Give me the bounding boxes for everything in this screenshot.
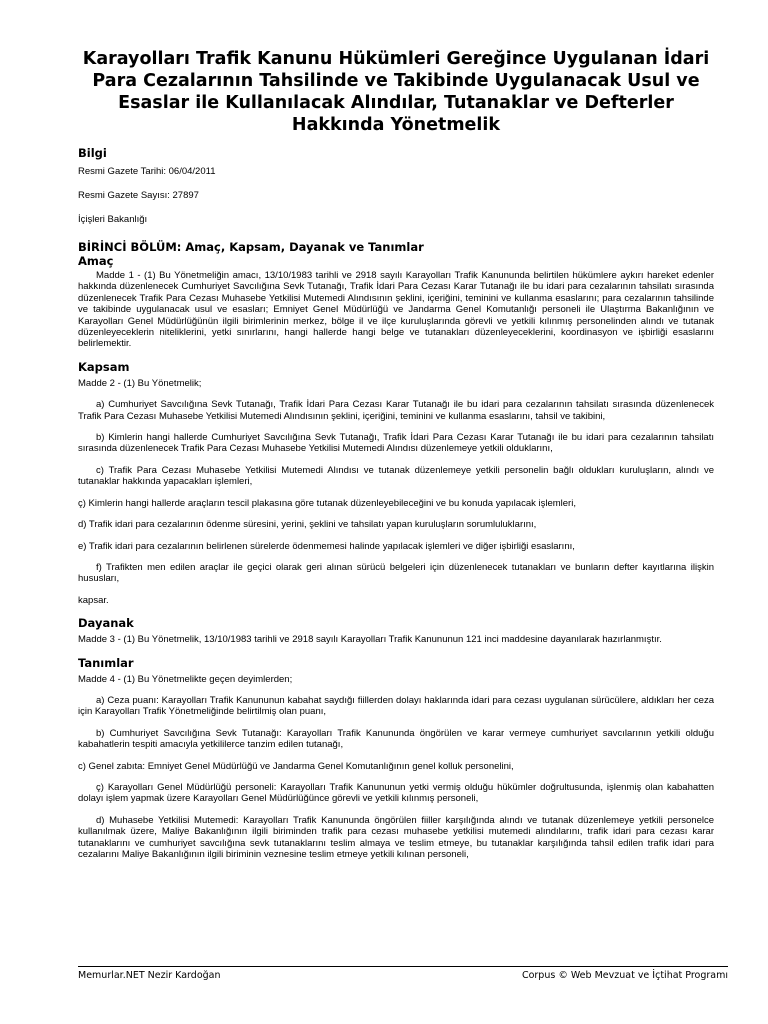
madde-2-item-a: a) Cumhuriyet Savcılığına Sevk Tutanağı, Trafik İdari Para Cezası Karar Tutanağı ile bu idari para cezalarının tahsilatı sırasında düzenlenecek Trafik Para Cezası Muhasebe Yetkilisi Mutemedi Alındısının şeklini, içeriğini, teminini ve kullanma esaslarını, tahsil ve takibini, — [78, 399, 714, 422]
section-heading: BİRİNCİ BÖLÜM: Amaç, Kapsam, Dayanak ve Tanımlar — [78, 240, 424, 254]
madde-2-item-cc: ç) Kimlerin hangi hallerde araçların tescil plakasına göre tutanak düzenleyebileceğini ve bu konuda yapılacak işlemleri, — [78, 497, 576, 509]
footer-right-text: Corpus © Web Mevzuat ve İçtihat Programı — [521, 970, 728, 981]
ministry: İçişleri Bakanlığı — [78, 214, 148, 225]
madde-2-item-b: b) Kimlerin hangi hallerde Cumhuriyet Savcılığına Sevk Tutanağı, Trafik İdari Para Cezası Karar Tutanağı ile bu idari para cezalarının tahsilatı sırasında düzenlenecek Trafik Para Cezası Muhasebe Yetkilisi Mutemedi Alındısı düzenlemeye yetkili olduklarını, — [78, 432, 714, 455]
madde-4-item-cc: ç) Karayolları Genel Müdürlüğü personeli: Karayolları Trafik Kanununun yetki vermiş olduğu hükümler doğrultusunda, işlenmiş olan kabahatten dolayı işlem yapmak üzere Karayolları Genel Müdürlüğünce görevli ve yetkili kılınmış personeli, — [78, 781, 714, 805]
page-footer — [78, 970, 728, 981]
madde-4-item-c: c) Genel zabıta: Emniyet Genel Müdürlüğü ve Jandarma Genel Komutanlığının genel kolluk personelini, — [78, 760, 514, 772]
madde-2-item-c: c) Trafik Para Cezası Muhasebe Yetkilisi Mutemedi Alındısı ve tutanak düzenlemeye yetkili personelin bağlı oldukları kuruluşların, alındı ve tutanaklar hakkında yapacakları işlemleri, — [78, 464, 714, 488]
madde-4-item-a: a) Ceza puanı: Karayolları Trafik Kanununun kabahat saydığı fiillerden dolayı haklarında idari para cezası uygulanan sürücülere, aldıkları her ceza için Karayolları Trafik Yönetmeliğinde belirtilmiş olan puanı, — [78, 694, 714, 718]
madde-2-item-d: d) Trafik idari para cezalarının ödenme süresini, yerini, şeklini ve tahsilatı yapan kuruluşların sorumluluklarını, — [78, 519, 537, 531]
madde-2-item-f: f) Trafikten men edilen araçlar ile geçici olarak geri alınan sürücü belgeleri için düzenlenecek tutanakları ve bunların defter kayıtlarına ilişkin hususları, — [78, 561, 714, 585]
gazette-number: Resmi Gazete Sayısı: 27897 — [78, 190, 199, 201]
footer-left-text: Memurlar.NET Nezir Kardoğan — [78, 970, 221, 981]
madde-4-item-b: b) Cumhuriyet Savcılığına Sevk Tutanağı: Karayolları Trafik Kanununda öngörülen ve karar vermeye cumhuriyet savcılarının yetkili olduğu kabahatlerin tespiti amacıyla yetkililerce tanzim edilen tutanağı, — [78, 727, 714, 751]
kapsam-heading: Kapsam — [78, 359, 130, 374]
document-title: Karayolları Trafik Kanunu Hükümleri Gereğince Uygulanan İdari Para Cezalarının Tahsilinde ve Takibinde Uygulanacak Usul ve Esaslar ile Kullanılacak Alındılar, Tutanaklar ve Defterler Hakkında Yönetmelik — [82, 49, 710, 135]
madde-3: Madde 3 - (1) Bu Yönetmelik, 13/10/1983 tarihli ve 2918 sayılı Karayolları Trafik Kanununun 121 inci maddesine dayanılarak hazırlanmıştır. — [78, 634, 662, 646]
madde-2-intro: Madde 2 - (1) Bu Yönetmelik; — [78, 377, 202, 389]
footer-divider — [78, 966, 728, 967]
amac-heading: Amaç — [78, 254, 114, 268]
gazette-date: Resmi Gazete Tarihi: 06/04/2011 — [78, 166, 216, 177]
tanimlar-heading: Tanımlar — [78, 655, 134, 670]
bilgi-heading: Bilgi — [78, 146, 107, 160]
dayanak-heading: Dayanak — [78, 616, 134, 631]
madde-4-intro: Madde 4 - (1) Bu Yönetmelikte geçen deyimlerden; — [78, 673, 293, 685]
madde-1: Madde 1 - (1) Bu Yönetmeliğin amacı, 13/10/1983 tarihli ve 2918 sayılı Karayolları Trafik Kanununda belirtilen hükümlere aykırı hareket edenler hakkında düzenlenecek Cumhuriyet Savcılığına Sevk Tutanağı, Trafik İdari Para Cezası Karar Tutanağı ile bu idari para cezalarının tahsilatı sırasında düzenlenecek Trafik Para Cezası Muhasebe Yetkilisi Mutemedi Alındısının şeklini, içeriğini, teminini ve kullanma esaslarını; para cezalarının tahsilinde ve takibinde uygulanacak usul ve esasları; Emniyet Genel Müdürlüğü ve Jandarma Genel Komutanlığı personeli ile Ulaştırma Bakanlığının ve Karayolları Genel Müdürlüğünün ilgili birimlerinin merkez, bölge il ve ilçe kuruluşlarında görevli ve yetkili kılınmış personelinden alındı ve tutanak düzenleyeceklerin niteliklerini, yetki sınırlarını, hangi hallerde hangi belge ve tutanakları düzenleyeceklerini, koordinasyon ve işbirliği esaslarını belirlemektir. — [78, 270, 714, 350]
madde-2-end: kapsar. — [78, 594, 109, 606]
madde-2-item-e: e) Trafik idari para cezalarının belirlenen sürelerde ödenmemesi halinde yapılacak işlemleri ve diğer işbirliği esaslarını, — [78, 540, 575, 552]
madde-4-item-d: d) Muhasebe Yetkilisi Mutemedi: Karayolları Trafik Kanununda öngörülen fiiller karşılığında alındı ve tutanak düzenlemeye yetkili personelce kullanılmak üzere, Maliye Bakanlığının ilgili biriminden trafik para cezası muhasebe yetkilisi mutemedi alındılarını, trafik idari para cezası karar tutanaklarını ve cumhuriyet savcılığına sevk tutanaklarını teslim almaya ve teslim etmeye, bu tutanaklar karşılığında tahsil edilen trafik idari para cezalarını Maliye Bakanlığının ilgili biriminin veznesine teslim etmeye yetkili kılınan personeli, — [78, 814, 714, 860]
